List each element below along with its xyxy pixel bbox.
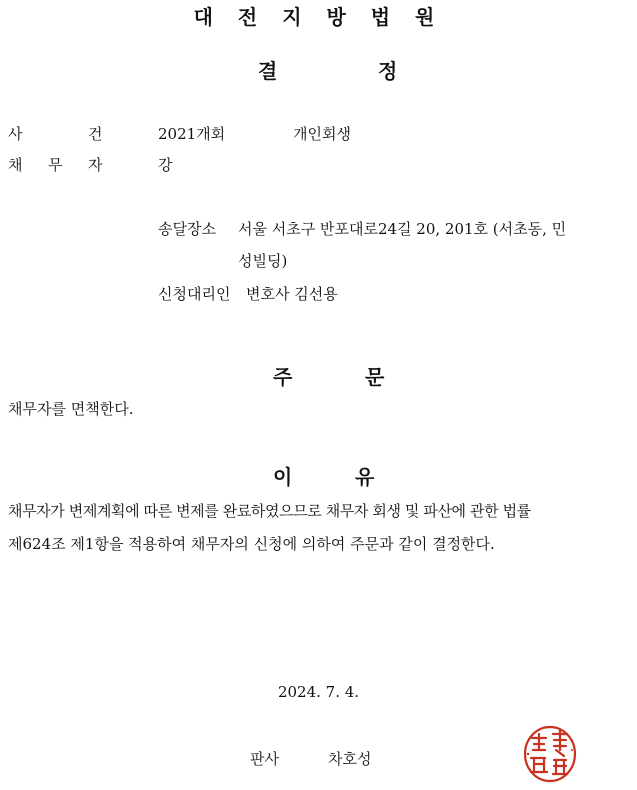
attorney-label: 신청대리인 xyxy=(158,285,231,303)
debtor-name: 강 xyxy=(158,156,173,174)
reason-line-1: 채무자가 변제계획에 따른 변제를 완료하였으므로 채무자 회생 및 파산에 관한 법률 xyxy=(8,502,531,520)
debtor-label-char-2: 무 xyxy=(48,156,63,174)
decision-title-char-1: 결 xyxy=(258,59,278,83)
case-label-char-1: 사 xyxy=(8,125,23,143)
reason-heading-char-2: 유 xyxy=(355,465,375,489)
judge-title: 판사 xyxy=(250,750,279,768)
order-heading-char-1: 주 xyxy=(273,365,293,389)
case-number: 2021개회 xyxy=(158,125,226,143)
debtor-label-char-1: 채 xyxy=(8,156,23,174)
reason-line-2: 제624조 제1항을 적용하여 채무자의 신청에 의하여 주문과 같이 결정한다. xyxy=(8,535,495,553)
case-name: 개인회생 xyxy=(293,125,351,143)
order-text: 채무자를 면책한다. xyxy=(8,400,134,418)
service-address-line-2: 성빌딩) xyxy=(238,252,288,270)
court-name: 대 전 지 방 법 원 xyxy=(193,5,444,29)
reason-heading-char-1: 이 xyxy=(273,465,293,489)
service-address-label: 송달장소 xyxy=(158,220,216,238)
order-heading-char-2: 문 xyxy=(365,365,385,389)
debtor-label-char-3: 자 xyxy=(88,156,103,174)
decision-title-char-2: 정 xyxy=(378,59,398,83)
judge-seal-stamp xyxy=(520,720,580,786)
judge-name: 차호성 xyxy=(328,750,372,768)
case-label-char-2: 건 xyxy=(88,125,103,143)
attorney-value: 변호사 김선용 xyxy=(246,285,338,303)
service-address-line-1: 서울 서초구 반포대로24길 20, 201호 (서초동, 민 xyxy=(238,220,567,238)
decision-date: 2024. 7. 4. xyxy=(277,683,360,701)
